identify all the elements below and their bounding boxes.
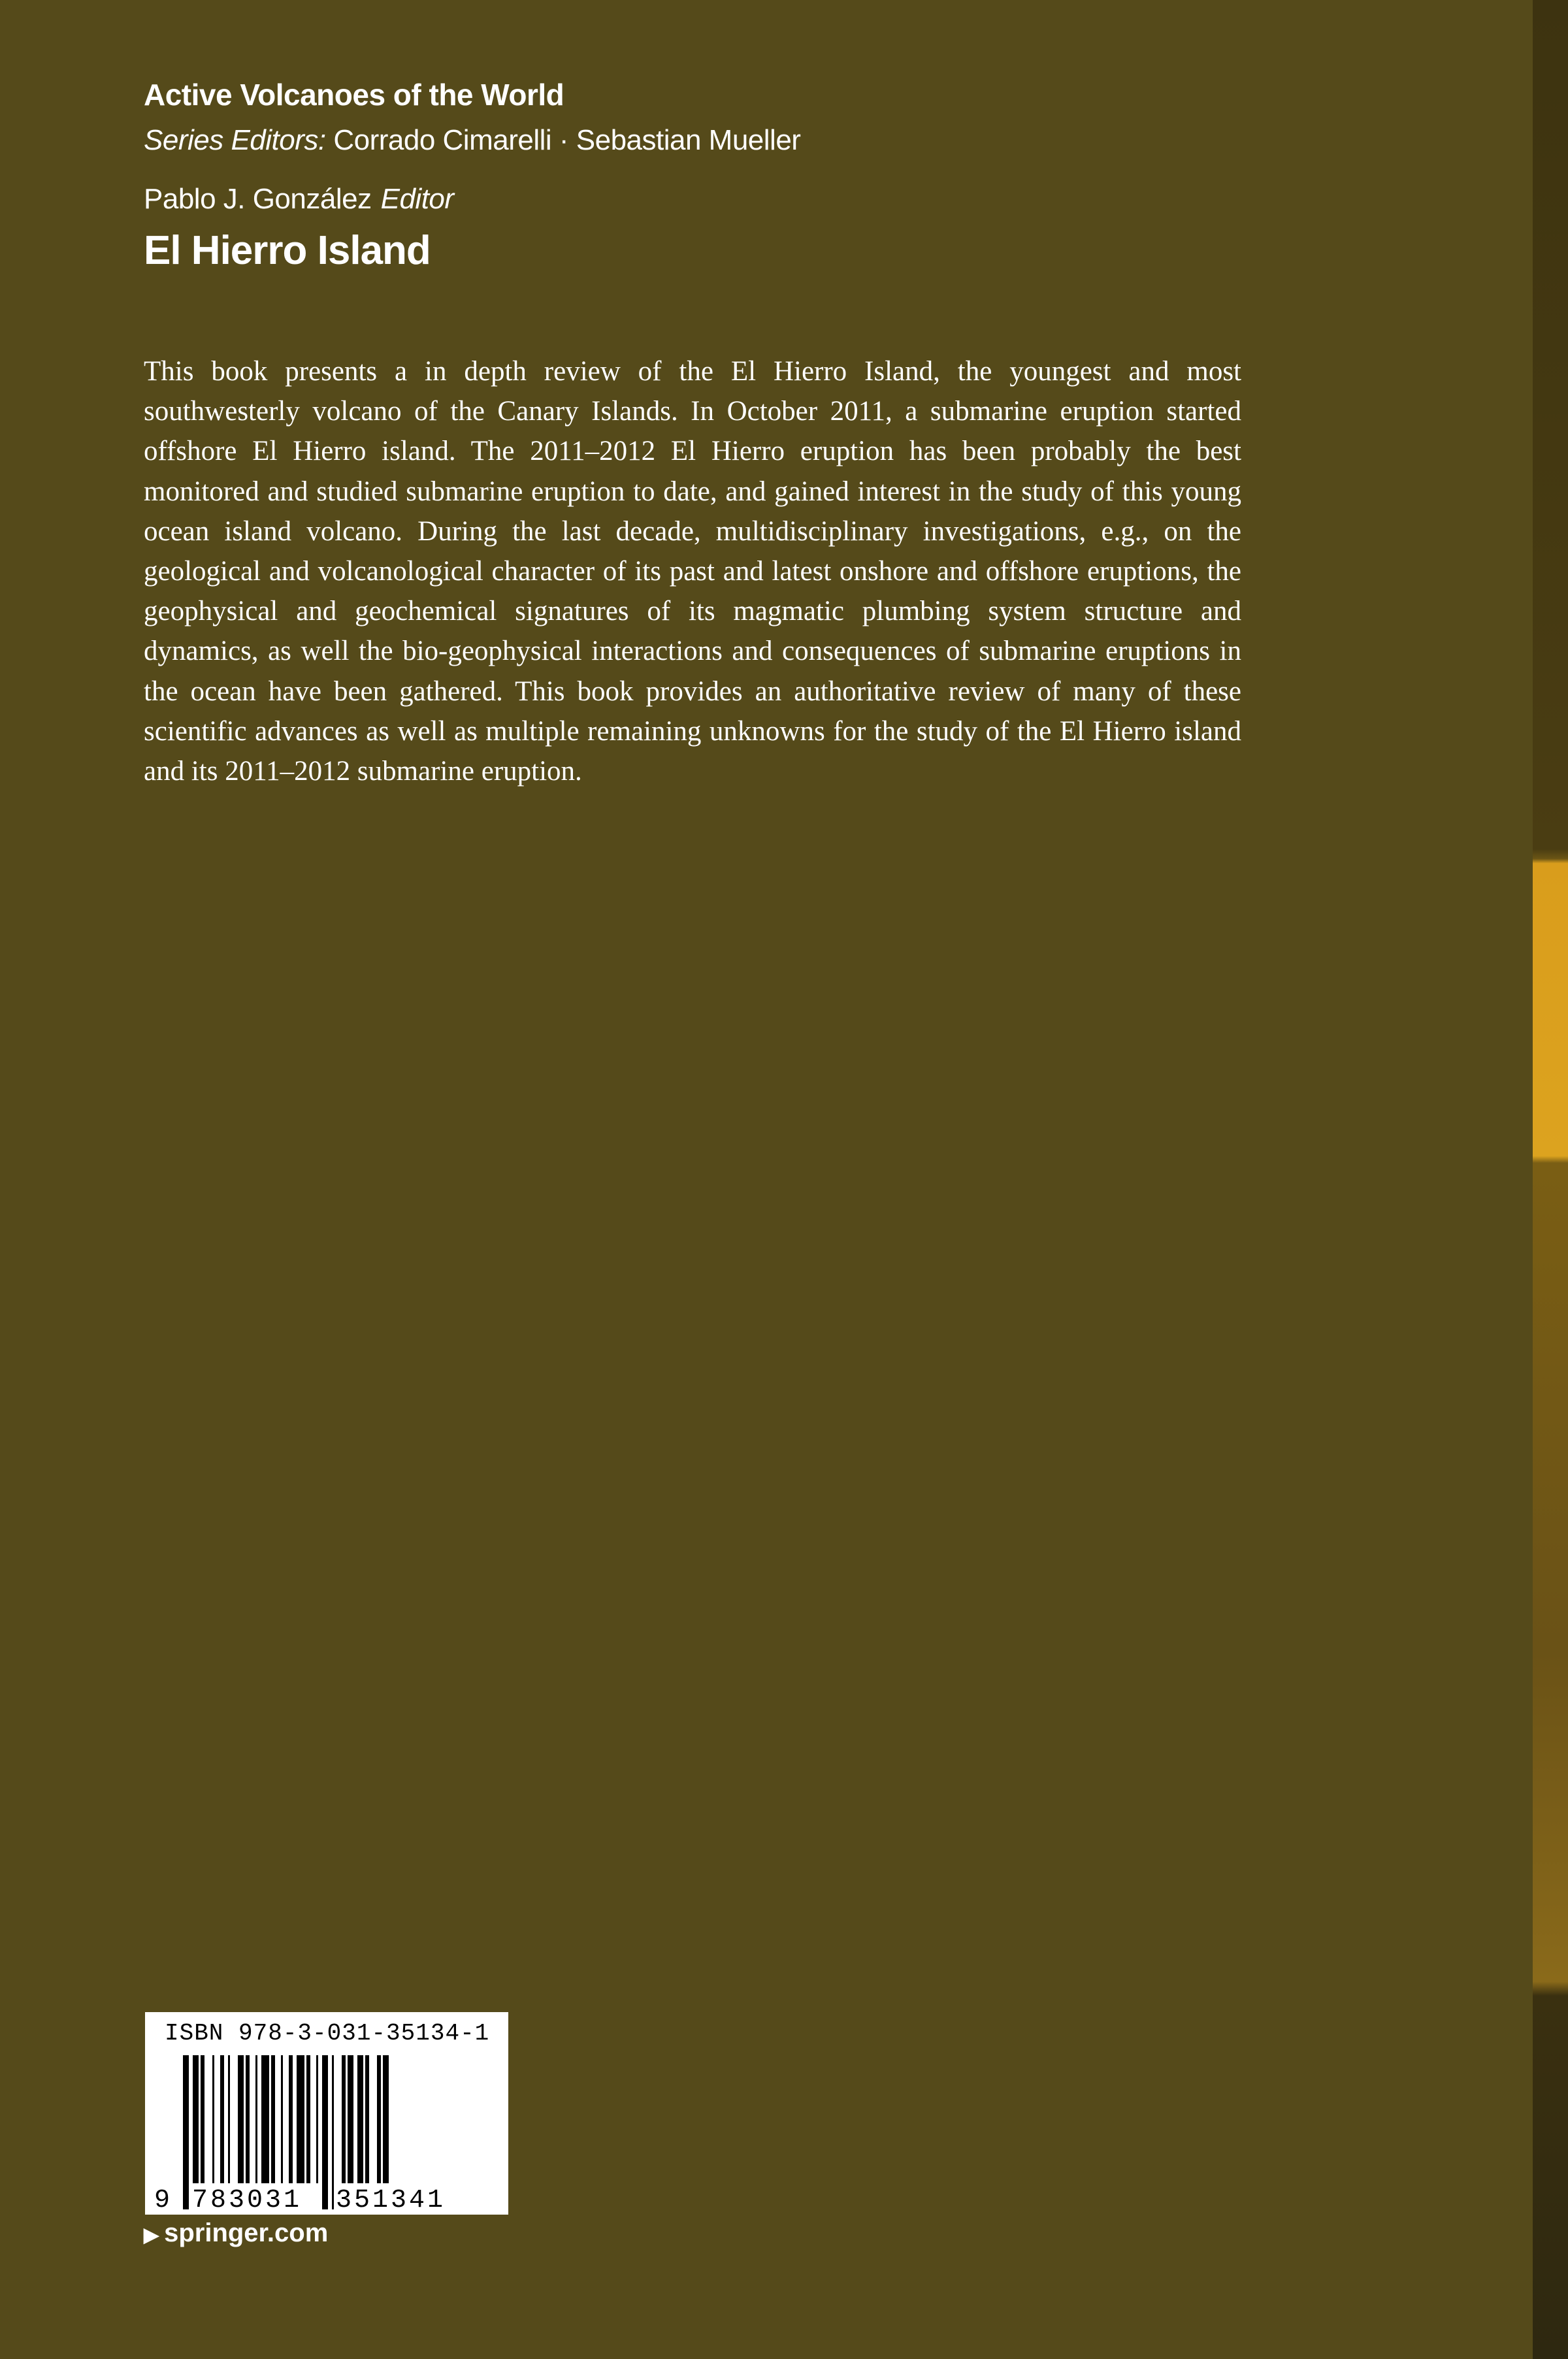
- book-editor: [144, 183, 454, 216]
- editor-role: Editor: [380, 183, 454, 215]
- barcode-bar: [183, 2055, 189, 2209]
- isbn-text: ISBN 978-3-031-35134-1: [165, 2020, 490, 2047]
- series-editors-label: Series Editors:: [144, 124, 326, 156]
- barcode-first-digit: 9: [154, 2186, 171, 2215]
- barcode-left-digits: 783031: [192, 2186, 302, 2215]
- editor-name: Pablo J. González: [144, 183, 372, 215]
- publisher-website[interactable]: [144, 2219, 328, 2248]
- series-title: Active Volcanoes of the World: [144, 78, 564, 112]
- barcode-right-digits: 351341: [336, 2186, 446, 2215]
- series-editors-names: Corrado Cimarelli · Sebastian Mueller: [333, 124, 801, 156]
- barcode-bar: [322, 2055, 328, 2209]
- barcode-graphic: [145, 2012, 508, 2215]
- book-description: This book presents a in depth review of the El Hierro Island, the youngest and most southwesterly volcano of the Canary Islands. In October 2011, a submarine eruption started offshore El Hierro island. The 2011–2012 El Hierro eruption has been probably the best monitored and studied submarine eruption to date, and gained interest in the study of this young ocean island volcano. During the last decade, multidisciplinary investigations, e.g., on the geological and volcanological character of its past and latest onshore and offshore eruptions, the geophysical and geochemical signatures of its magmatic plumbing system structure and dynamics, as well the bio-geophysical interactions and consequences of submarine eruptions in the ocean have been gathered. This book provides an authoritative review of many of these scientific advances as well as multiple remaining unknowns for the study of the El Hierro island and its 2011–2012 submarine eruption.: [144, 356, 1241, 787]
- publisher-website-label: springer.com: [164, 2219, 329, 2247]
- play-arrow-icon: ▶: [144, 2224, 159, 2246]
- series-editors: [144, 124, 800, 157]
- book-title: El Hierro Island: [144, 228, 431, 273]
- spine-edge: [1533, 0, 1568, 2359]
- isbn-barcode: [145, 2012, 508, 2215]
- barcode-bar: [332, 2055, 334, 2209]
